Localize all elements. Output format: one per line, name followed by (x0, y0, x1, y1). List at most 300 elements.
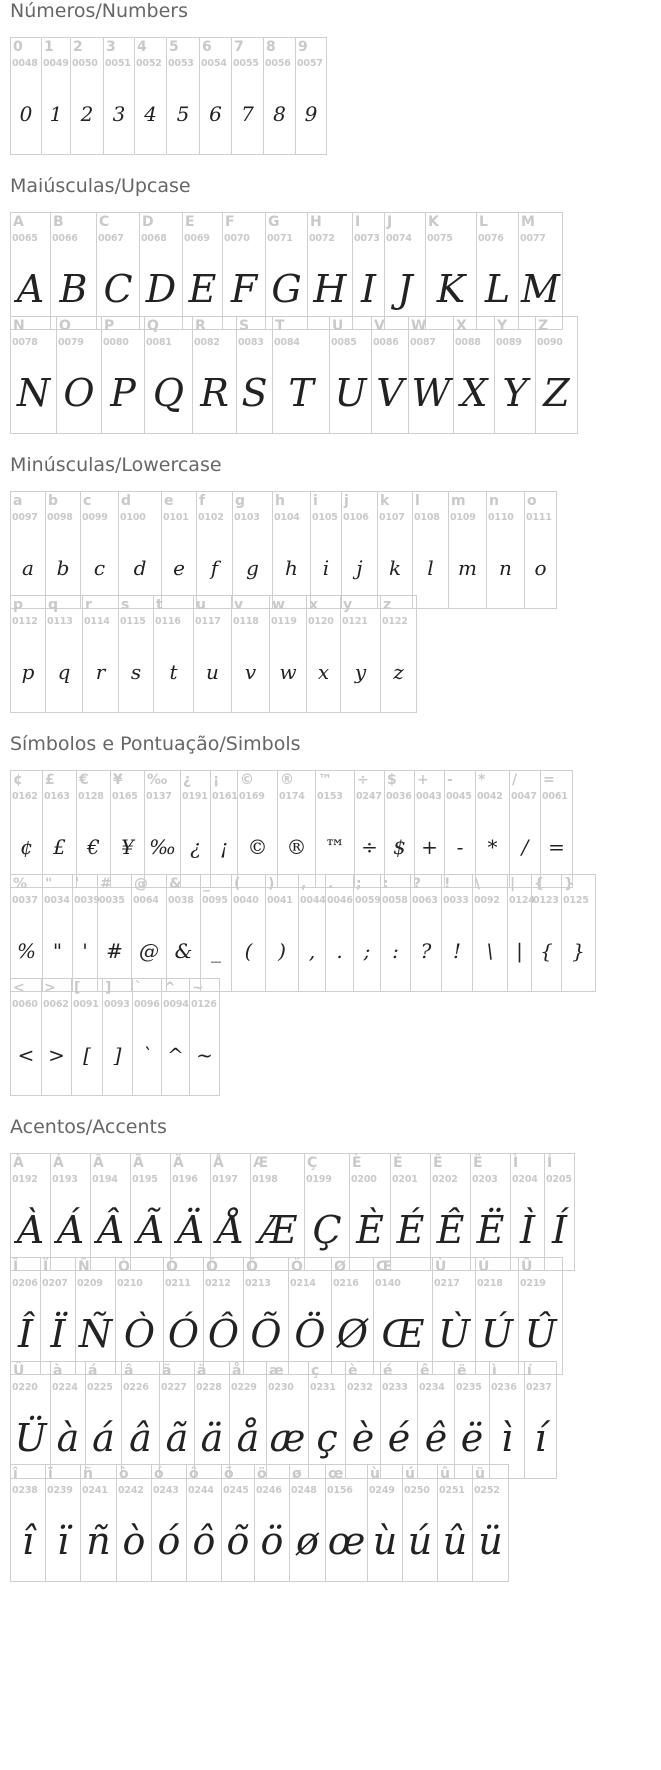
glyph-cell (140, 213, 183, 329)
glyph-character-label: 8 (266, 39, 276, 55)
glyph-character-label: Ñ (78, 1259, 90, 1275)
glyph-code-label: 0196 (172, 1174, 198, 1185)
glyph-cell (354, 875, 381, 991)
glyph-character-label: î (13, 1466, 18, 1482)
glyph-cell (264, 38, 296, 154)
glyph-cell (11, 1258, 41, 1374)
glyph-sample: $ (393, 835, 406, 859)
glyph-code-label: 0229 (231, 1382, 257, 1393)
glyph-sample: @ (139, 939, 159, 963)
glyph-character-label: G (268, 214, 280, 230)
glyph-cell (381, 875, 411, 991)
glyph-code-label: 0034 (44, 895, 70, 906)
glyph-cell (445, 771, 476, 887)
glyph-character-label: É (393, 1155, 403, 1171)
glyph-code-label: 0065 (12, 233, 38, 244)
glyph-sample: ø (296, 1519, 319, 1563)
glyph-sample: f (210, 556, 219, 580)
glyph-code-label: 0052 (136, 58, 162, 69)
glyph-character-label: F (225, 214, 235, 230)
glyph-cell (11, 38, 42, 154)
glyph-code-label: 0246 (256, 1485, 282, 1496)
glyph-code-label: 0207 (42, 1278, 68, 1289)
glyph-code-label: 0214 (290, 1278, 316, 1289)
glyph-sample: ú (407, 1519, 433, 1563)
glyph-character-label: Ê (433, 1155, 443, 1171)
glyph-character-label: J (387, 214, 393, 230)
glyph-sample: õ (226, 1519, 250, 1563)
glyph-sample: K (436, 267, 466, 311)
glyph-code-label: 0111 (526, 512, 552, 523)
glyph-sample: ö (260, 1519, 284, 1563)
glyph-sample: * (487, 835, 498, 859)
glyph-character-label: z (383, 597, 392, 613)
glyph-cell (187, 1465, 222, 1581)
glyph-sample: Ä (176, 1208, 205, 1252)
glyph-character-label: N (13, 318, 25, 334)
glyph-sample: ) (278, 939, 286, 963)
glyph-character-label: k (380, 493, 390, 509)
glyph-character-label: g (235, 493, 246, 509)
glyph-code-label: 0245 (223, 1485, 249, 1496)
glyph-character-label: ( (234, 876, 241, 892)
glyph-cell (525, 492, 557, 608)
glyph-code-label: 0033 (443, 895, 469, 906)
glyph-character-label: ú (405, 1466, 415, 1482)
glyph-row (10, 1153, 575, 1271)
glyph-sample: e (173, 556, 185, 580)
glyph-character-label: ä (197, 1363, 207, 1379)
glyph-sample: M (521, 267, 560, 311)
glyph-code-label: 0198 (252, 1174, 278, 1185)
glyph-character-label: Õ (246, 1259, 258, 1275)
glyph-row (10, 37, 327, 155)
glyph-cell (230, 1362, 267, 1478)
glyph-sample: x (317, 660, 330, 684)
glyph-character-label: 2 (73, 39, 83, 55)
glyph-cell (273, 317, 330, 433)
glyph-sample: v (244, 660, 257, 684)
glyph-cell (193, 317, 237, 433)
glyph-character-label: [ (74, 980, 81, 996)
glyph-cell (46, 1465, 81, 1581)
glyph-code-label: 0064 (133, 895, 159, 906)
glyph-sample: ® (286, 835, 307, 859)
glyph-cell (541, 771, 573, 887)
glyph-code-label: 0100 (120, 512, 146, 523)
glyph-code-label: 0104 (274, 512, 300, 523)
glyph-code-label: 0044 (300, 895, 326, 906)
glyph-sample: Ù (437, 1312, 471, 1356)
glyph-character-label: ó (154, 1466, 164, 1482)
glyph-character-label: ] (105, 980, 112, 996)
glyph-cell (43, 875, 73, 991)
glyph-character-label: p (13, 597, 24, 613)
glyph-cell (111, 771, 145, 887)
glyph-character-label: ü (475, 1466, 485, 1482)
glyph-code-label: 0078 (12, 337, 38, 348)
glyph-code-label: 0217 (434, 1278, 460, 1289)
glyph-code-label: 0113 (47, 616, 73, 627)
glyph-sample: m (458, 556, 477, 580)
section-title: Símbolos e Pontuação/Simbols (10, 733, 301, 755)
glyph-code-label: 0165 (112, 791, 138, 802)
glyph-character-label: j (344, 493, 349, 509)
glyph-character-label: l (415, 493, 420, 509)
glyph-sample: _ (211, 939, 221, 963)
glyph-row (10, 491, 557, 609)
glyph-character-label: S (239, 318, 250, 334)
glyph-cell (211, 1154, 251, 1270)
glyph-character-label: 4 (137, 39, 147, 55)
glyph-cell (104, 38, 135, 154)
glyph-cell (278, 771, 316, 887)
glyph-sample: & (174, 939, 193, 963)
glyph-character-label: ã (162, 1363, 172, 1379)
glyph-cell (368, 1465, 403, 1581)
glyph-character-label: . (328, 876, 334, 892)
glyph-cell (519, 1258, 563, 1374)
glyph-cell (385, 771, 415, 887)
glyph-character-label: Ì (513, 1155, 519, 1171)
glyph-sample: 7 (241, 102, 254, 126)
glyph-code-label: 0161 (212, 791, 238, 802)
glyph-code-label: 0036 (386, 791, 412, 802)
glyph-code-label: 0069 (184, 233, 210, 244)
glyph-character-label: t (156, 597, 163, 613)
glyph-cell (308, 213, 353, 329)
glyph-sample: Z (543, 371, 570, 415)
glyph-character-label: í (527, 1363, 532, 1379)
glyph-sample: Ò (123, 1312, 156, 1356)
glyph-code-label: 0042 (477, 791, 503, 802)
glyph-code-label: 0103 (234, 512, 260, 523)
glyph-character-label: = (543, 772, 555, 788)
glyph-code-label: 0117 (195, 616, 221, 627)
glyph-sample: l (427, 556, 434, 580)
glyph-code-label: 0243 (153, 1485, 179, 1496)
glyph-code-label: 0118 (233, 616, 259, 627)
glyph-cell (57, 317, 102, 433)
glyph-sample: Î (17, 1312, 33, 1356)
glyph-sample: ñ (86, 1519, 111, 1563)
glyph-cell (270, 596, 307, 712)
glyph-code-label: 0105 (312, 512, 338, 523)
glyph-row (10, 1361, 557, 1479)
glyph-cell (372, 317, 409, 433)
glyph-sample: q (57, 660, 71, 684)
glyph-code-label: 0247 (356, 791, 382, 802)
glyph-character-label: @ (134, 876, 148, 892)
glyph-code-label: 0098 (47, 512, 73, 523)
glyph-sample: { (540, 939, 553, 963)
glyph-sample: Ê (436, 1208, 465, 1252)
glyph-sample: ^ (167, 1043, 184, 1067)
glyph-sample: ] (113, 1043, 122, 1067)
glyph-character-label: U (332, 318, 344, 334)
glyph-character-label: ™ (318, 772, 332, 788)
glyph-sample: R (200, 371, 229, 415)
glyph-cell (42, 979, 72, 1095)
glyph-cell (266, 213, 308, 329)
glyph-character-label: $ (387, 772, 397, 788)
glyph-code-label: 0051 (105, 58, 131, 69)
glyph-row (10, 212, 563, 330)
glyph-cell (145, 317, 193, 433)
glyph-cell (119, 492, 162, 608)
glyph-cell (232, 596, 270, 712)
glyph-code-label: 0095 (202, 895, 228, 906)
glyph-code-label: 0212 (205, 1278, 231, 1289)
glyph-code-label: 0057 (297, 58, 323, 69)
glyph-cell (536, 317, 578, 433)
glyph-cell (46, 492, 81, 608)
glyph-code-label: 0068 (141, 233, 167, 244)
glyph-character-label: x (309, 597, 319, 613)
glyph-code-label: 0043 (416, 791, 442, 802)
glyph-character-label: C (99, 214, 110, 230)
glyph-character-label: Á (53, 1155, 64, 1171)
glyph-sample: y (354, 660, 367, 684)
glyph-sample: € (87, 835, 100, 859)
glyph-code-label: 0219 (520, 1278, 546, 1289)
glyph-sample: t (169, 660, 178, 684)
glyph-sample: F (230, 267, 258, 311)
glyph-sample: Ì (519, 1208, 535, 1252)
glyph-code-label: 0056 (265, 58, 291, 69)
glyph-code-label: 0220 (12, 1382, 38, 1393)
glyph-cell (11, 1154, 51, 1270)
glyph-character-label: ò (119, 1466, 129, 1482)
glyph-code-label: 0195 (132, 1174, 158, 1185)
glyph-sample: r (95, 660, 106, 684)
glyph-character-label: ‰ (147, 772, 168, 788)
glyph-sample: - (456, 835, 464, 859)
glyph-character-label: Ô (206, 1259, 218, 1275)
glyph-sample: 8 (273, 102, 286, 126)
glyph-sample: ` (142, 1043, 152, 1067)
glyph-code-label: 0237 (526, 1382, 552, 1393)
glyph-cell (391, 1154, 431, 1270)
glyph-code-label: 0035 (99, 895, 125, 906)
glyph-cell (307, 596, 341, 712)
glyph-sample: Å (216, 1208, 245, 1252)
glyph-cell (77, 771, 111, 887)
glyph-sample: ¥ (121, 835, 134, 859)
glyph-character-label: å (232, 1363, 242, 1379)
glyph-character-label: ê (420, 1363, 430, 1379)
glyph-code-label: 0251 (439, 1485, 465, 1496)
glyph-character-label: + (417, 772, 429, 788)
glyph-sample: ÷ (361, 835, 378, 859)
glyph-sample: o (534, 556, 547, 580)
glyph-character-label: Ò (118, 1259, 130, 1275)
glyph-sample: Ó (167, 1312, 200, 1356)
glyph-code-label: 0153 (317, 791, 343, 802)
glyph-code-label: 0107 (379, 512, 405, 523)
glyph-character-label: O (59, 318, 71, 334)
glyph-cell (353, 213, 385, 329)
glyph-character-label: H (310, 214, 322, 230)
glyph-character-label: ñ (83, 1466, 93, 1482)
glyph-sample: 9 (304, 102, 318, 126)
glyph-character-label: , (301, 876, 307, 892)
glyph-sample: X (460, 371, 488, 415)
section-title: Minúsculas/Lowercase (10, 454, 222, 476)
glyph-code-label: 0162 (12, 791, 38, 802)
glyph-character-label: Î (13, 1259, 19, 1275)
glyph-code-label: 0236 (491, 1382, 517, 1393)
glyph-sample: 4 (144, 102, 157, 126)
glyph-code-label: 0079 (58, 337, 84, 348)
glyph-code-label: 0121 (342, 616, 368, 627)
glyph-character-label: ¢ (13, 772, 23, 788)
glyph-character-label: æ (269, 1363, 284, 1379)
glyph-cell (296, 38, 327, 154)
glyph-character-label: / (512, 772, 518, 788)
glyph-character-label: Ö (291, 1259, 303, 1275)
glyph-code-label: 0048 (12, 58, 38, 69)
glyph-code-label: 0234 (419, 1382, 445, 1393)
glyph-cell (316, 771, 355, 887)
glyph-cell (145, 771, 181, 887)
glyph-sample: \ (486, 939, 494, 963)
glyph-sample: g (246, 556, 259, 580)
glyph-code-label: 0231 (310, 1382, 336, 1393)
glyph-sample: ; (363, 939, 371, 963)
glyph-cell (487, 492, 525, 608)
glyph-code-label: 0072 (309, 233, 335, 244)
glyph-cell (237, 317, 273, 433)
glyph-sample: [ (83, 1043, 91, 1067)
glyph-character-label: T (275, 318, 285, 334)
glyph-code-label: 0250 (404, 1485, 430, 1496)
glyph-character-label: Æ (253, 1155, 269, 1171)
glyph-sample: T (288, 371, 314, 415)
glyph-cell (289, 1258, 332, 1374)
glyph-code-label: 0137 (146, 791, 172, 802)
glyph-character-label: ' (75, 876, 80, 892)
glyph-cell (409, 317, 454, 433)
glyph-sample: ä (200, 1416, 224, 1460)
glyph-sample: U (334, 371, 367, 415)
glyph-character-label: ® (280, 772, 294, 788)
glyph-cell (299, 875, 326, 991)
glyph-character-label: L (479, 214, 488, 230)
glyph-code-label: 0097 (12, 512, 38, 523)
glyph-code-label: 0070 (224, 233, 250, 244)
glyph-code-label: 0197 (212, 1174, 238, 1185)
glyph-code-label: 0203 (472, 1174, 498, 1185)
glyph-cell (244, 1258, 289, 1374)
glyph-cell (11, 317, 57, 433)
glyph-cell (290, 1465, 326, 1581)
glyph-character-label: ~ (192, 980, 204, 996)
glyph-character-label: á (88, 1363, 98, 1379)
glyph-sample: Ï (50, 1312, 66, 1356)
glyph-cell (355, 771, 385, 887)
glyph-sample: œ (327, 1519, 366, 1563)
glyph-sample: d (133, 556, 147, 580)
glyph-code-label: 0110 (488, 512, 514, 523)
glyph-code-label: 0200 (351, 1174, 377, 1185)
glyph-sample: Œ (381, 1312, 425, 1356)
glyph-cell (51, 1362, 86, 1478)
glyph-cell (73, 875, 98, 991)
glyph-row (10, 1257, 563, 1375)
glyph-code-label: 0163 (44, 791, 70, 802)
glyph-cell (11, 213, 51, 329)
glyph-character-label: ì (492, 1363, 497, 1379)
glyph-cell (519, 213, 563, 329)
glyph-cell (197, 492, 233, 608)
glyph-cell (305, 1154, 350, 1270)
glyph-sample: # (106, 939, 123, 963)
glyph-sample: Ë (476, 1208, 505, 1252)
glyph-code-label: 0086 (373, 337, 399, 348)
glyph-sample: ò (122, 1519, 146, 1563)
glyph-sample: h (285, 556, 298, 580)
glyph-sample: à (56, 1416, 80, 1460)
glyph-cell (51, 1154, 91, 1270)
glyph-cell (11, 492, 46, 608)
glyph-cell (476, 771, 510, 887)
glyph-cell (122, 1362, 160, 1478)
glyph-cell (152, 1465, 187, 1581)
glyph-character-label: D (142, 214, 154, 230)
glyph-code-label: 0073 (354, 233, 380, 244)
glyph-sample: , (308, 939, 316, 963)
glyph-sample: 0 (19, 102, 33, 126)
glyph-cell (385, 213, 426, 329)
glyph-character-label: i (313, 493, 318, 509)
glyph-character-label: E (185, 214, 195, 230)
glyph-character-label: Ú (478, 1259, 490, 1275)
glyph-cell (477, 213, 519, 329)
glyph-cell (350, 1154, 391, 1270)
glyph-sample: ü (478, 1519, 503, 1563)
glyph-cell (43, 771, 77, 887)
glyph-cell (181, 771, 211, 887)
glyph-code-label: 0058 (382, 895, 408, 906)
glyph-character-label: Ï (43, 1259, 49, 1275)
glyph-character-label: È (352, 1155, 362, 1171)
glyph-cell (183, 213, 223, 329)
glyph-cell (374, 1258, 433, 1374)
glyph-cell (438, 1465, 473, 1581)
glyph-code-label: 0209 (77, 1278, 103, 1289)
glyph-code-label: 0192 (12, 1174, 38, 1185)
glyph-code-label: 0061 (542, 791, 568, 802)
glyph-sample: è (351, 1416, 375, 1460)
glyph-code-label: 0099 (82, 512, 108, 523)
glyph-sample: ‰ (149, 835, 176, 859)
section-title: Acentos/Accents (10, 1116, 167, 1138)
glyph-code-label: 0235 (456, 1382, 482, 1393)
glyph-character-label: ? (413, 876, 422, 892)
glyph-cell (232, 38, 264, 154)
glyph-character-label: M (521, 214, 535, 230)
glyph-cell (71, 38, 104, 154)
glyph-cell (415, 771, 445, 887)
glyph-character-label: o (527, 493, 537, 509)
glyph-code-label: 0059 (355, 895, 381, 906)
glyph-sample: © (247, 835, 268, 859)
glyph-cell (190, 979, 220, 1095)
glyph-cell (11, 596, 46, 712)
glyph-cell (454, 317, 495, 433)
glyph-cell (525, 1362, 557, 1478)
